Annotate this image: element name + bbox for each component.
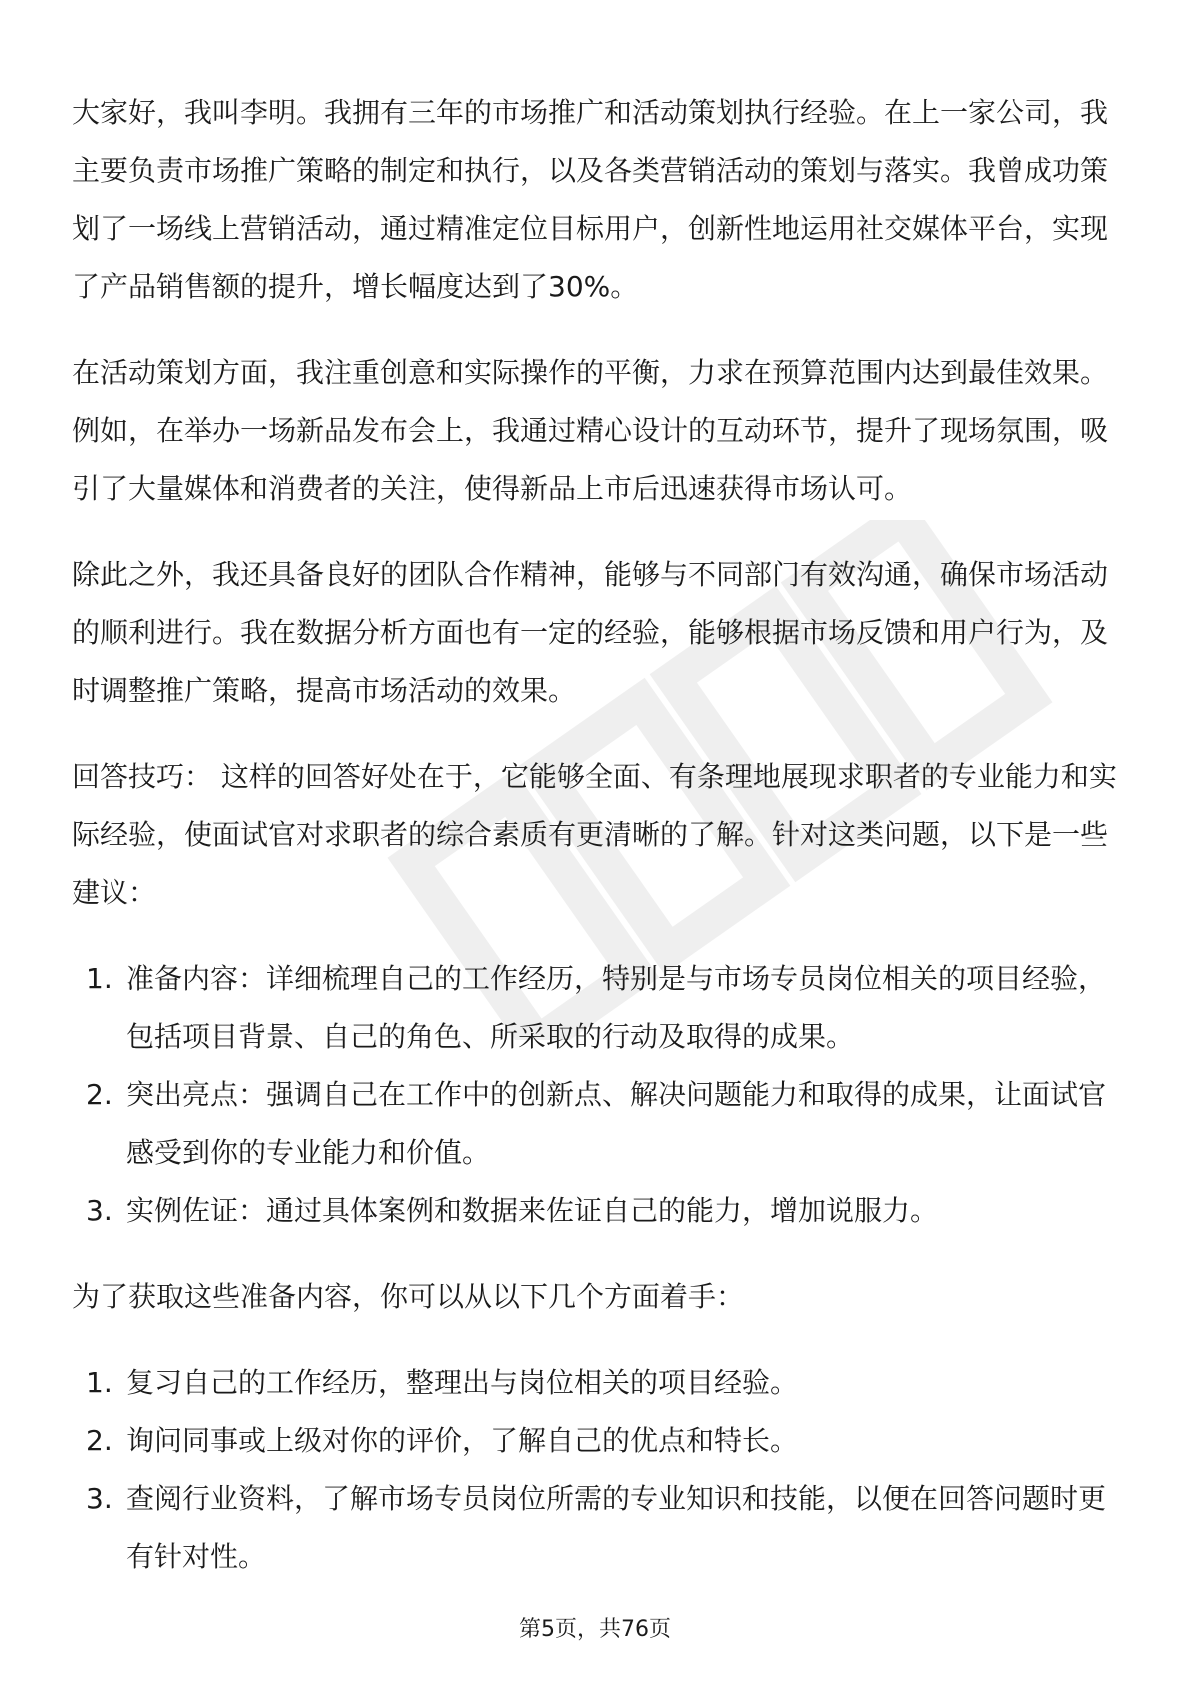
list-item-number: 3. [86,1194,113,1227]
list-item [72,950,1122,1066]
document-body [72,84,1122,1614]
answer-tips-paragraph: 回答技巧： 这样的回答好处在于，它能够全面、有条理地展现求职者的专业能力和实际经验，使面试官对求职者的综合素质有更清晰的了解。针对这类问题，以下是一些建议： [72,760,1117,909]
list-item-text: 突出亮点：强调自己在工作中的创新点、解决问题能力和取得的成果，让面试官感受到你的专业能力和价值。 [126,1078,1107,1169]
list-item-number: 1. [86,962,113,995]
page-number: 第5页，共76页 [519,1617,671,1642]
intro-paragraph: 大家好，我叫李明。我拥有三年的市场推广和活动策划执行经验。在上一家公司，我主要负责市场推广策略的制定和执行，以及各类营销活动的策划与落实。我曾成功策划了一场线上营销活动，通过精准定位目标用户，创新性地运用社交媒体平台，实现了产品销售额的提升，增长幅度达到了30%。 [72,96,1109,303]
list-item-text: 查阅行业资料，了解市场专员岗位所需的专业知识和技能，以便在回答问题时更有针对性。 [126,1482,1107,1573]
list-item-text: 准备内容：详细梳理自己的工作经历，特别是与市场专员岗位相关的项目经验，包括项目背景、自己的角色、所采取的行动及取得的成果。 [126,962,1107,1053]
teamwork-paragraph: 除此之外，我还具备良好的团队合作精神，能够与不同部门有效沟通，确保市场活动的顺利进行。我在数据分析方面也有一定的经验，能够根据市场反馈和用户行为，及时调整推广策略，提高市场活动的效果。 [72,558,1109,707]
list-item-number: 2. [86,1424,113,1457]
list-item [72,1354,1122,1412]
list-item [72,1182,1122,1240]
list-item-text: 复习自己的工作经历，整理出与岗位相关的项目经验。 [126,1366,799,1399]
list-item-number: 3. [86,1482,113,1515]
list-item [72,1412,1122,1470]
suggestions-list [72,950,1122,1240]
list-item [72,1066,1122,1182]
list-item-text: 实例佐证：通过具体案例和数据来佐证自己的能力，增加说服力。 [126,1194,939,1227]
preparation-paragraph: 为了获取这些准备内容，你可以从以下几个方面着手： [72,1280,745,1313]
list-item [72,1470,1122,1586]
list-item-number: 1. [86,1366,113,1399]
event-planning-paragraph: 在活动策划方面，我注重创意和实际操作的平衡，力求在预算范围内达到最佳效果。例如，在举办一场新品发布会上，我通过精心设计的互动环节，提升了现场氛围，吸引了大量媒体和消费者的关注，使得新品上市后迅速获得市场认可。 [72,356,1109,505]
list-item-number: 2. [86,1078,113,1111]
list-item-text: 询问同事或上级对你的评价，了解自己的优点和特长。 [126,1424,799,1457]
preparation-list [72,1354,1122,1586]
